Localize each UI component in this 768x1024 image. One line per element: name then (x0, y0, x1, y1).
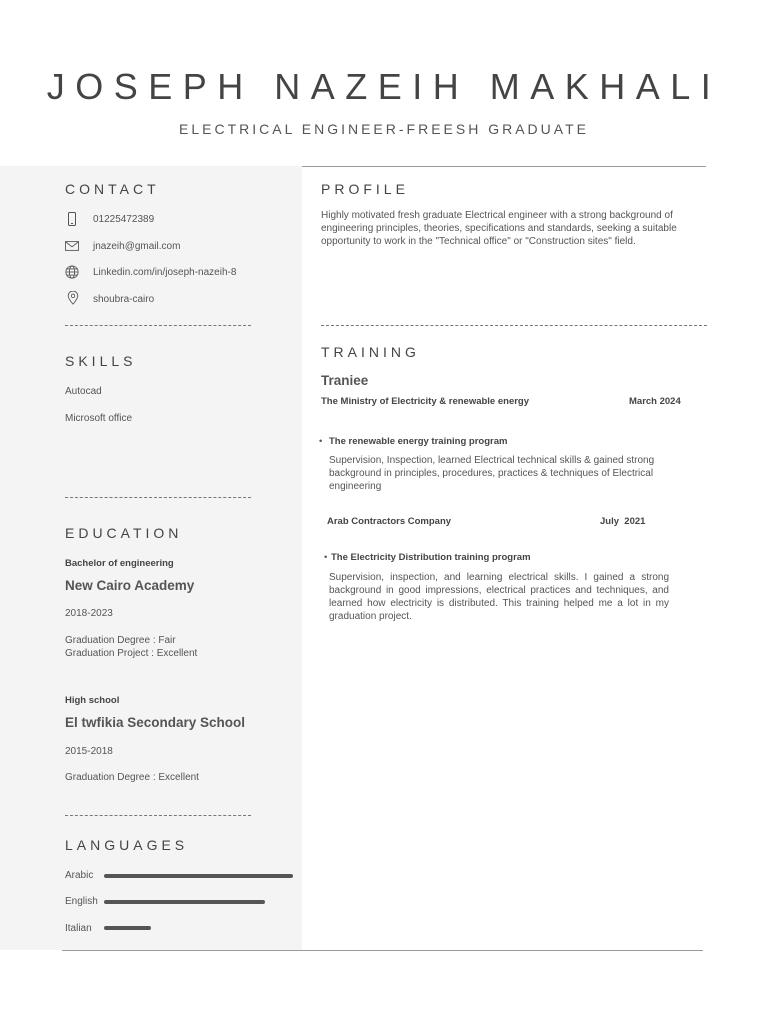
training-description: Supervision, inspection, and learning electrical skills. I gained a strong background in good impressions, electrical practices and techniques, and learned how electricity is distributed. This training helped me a lot in my graduation project. (329, 572, 669, 622)
contact-email[interactable]: jnazeih@gmail.com (93, 241, 181, 252)
skill-item: Autocad (65, 386, 102, 397)
profile-text: Highly motivated fresh graduate Electrical engineer with a strong background of engineering principles, theories, specifications and standards, seeking a suitable opportunity to work in the "Technical office" or "Construction sites" field. (321, 210, 677, 247)
section-divider (321, 325, 707, 326)
school-name: New Cairo Academy (65, 578, 195, 593)
degree-label: High school (65, 695, 120, 706)
training-date: July 2021 (600, 516, 646, 527)
language-name: Arabic (65, 870, 94, 881)
language-level-bar (104, 874, 293, 878)
languages-heading: LANGUAGES (65, 837, 189, 853)
contact-phone: 01225472389 (93, 214, 155, 225)
language-level-bar (104, 900, 265, 904)
skill-item: Microsoft office (65, 413, 133, 424)
section-divider (65, 815, 251, 816)
training-org: The Ministry of Electricity & renewable energy (321, 396, 530, 407)
language-name: English (65, 896, 98, 907)
education-note: Graduation Project : Excellent (65, 648, 198, 659)
bullet-icon: • (319, 436, 323, 447)
email-icon (65, 239, 79, 253)
training-program: The Electricity Distribution training program (331, 552, 531, 563)
section-divider (65, 325, 251, 326)
job-title: ELECTRICAL ENGINEER-FREESH GRADUATE (179, 121, 589, 137)
degree-label: Bachelor of engineering (65, 558, 174, 569)
globe-icon (65, 265, 79, 279)
contact-location: shoubra-cairo (93, 294, 155, 305)
training-org: Arab Contractors Company (327, 516, 452, 527)
education-note: Graduation Degree : Excellent (65, 772, 199, 783)
education-years: 2018-2023 (65, 608, 113, 619)
language-name: Italian (65, 923, 92, 934)
contact-linkedin[interactable]: Linkedin.com/in/joseph-nazeih-8 (93, 267, 237, 278)
profile-heading: PROFILE (321, 181, 409, 197)
bullet-icon: • (324, 552, 328, 563)
training-heading: TRAINING (321, 344, 420, 360)
phone-icon (65, 212, 79, 226)
skills-heading: SKILLS (65, 353, 137, 369)
education-years: 2015-2018 (65, 746, 113, 757)
training-role: Traniee (321, 373, 369, 388)
language-level-bar (104, 926, 151, 930)
resume-name: JOSEPH NAZEIH MAKHALI (46, 66, 722, 107)
training-program: The renewable energy training program (329, 436, 508, 447)
education-note: Graduation Degree : Fair (65, 635, 176, 646)
training-date: March 2024 (629, 396, 681, 407)
school-name: El twfikia Secondary School (65, 715, 246, 730)
location-pin-icon (66, 291, 80, 305)
section-divider (65, 497, 251, 498)
education-heading: EDUCATION (65, 525, 183, 541)
training-description: Supervision, Inspection, learned Electrical technical skills & gained strong background in principles, procedures, practices & techniques of Electrical engineering (329, 455, 655, 492)
footer-divider (62, 950, 703, 951)
contact-heading: CONTACT (65, 181, 160, 197)
